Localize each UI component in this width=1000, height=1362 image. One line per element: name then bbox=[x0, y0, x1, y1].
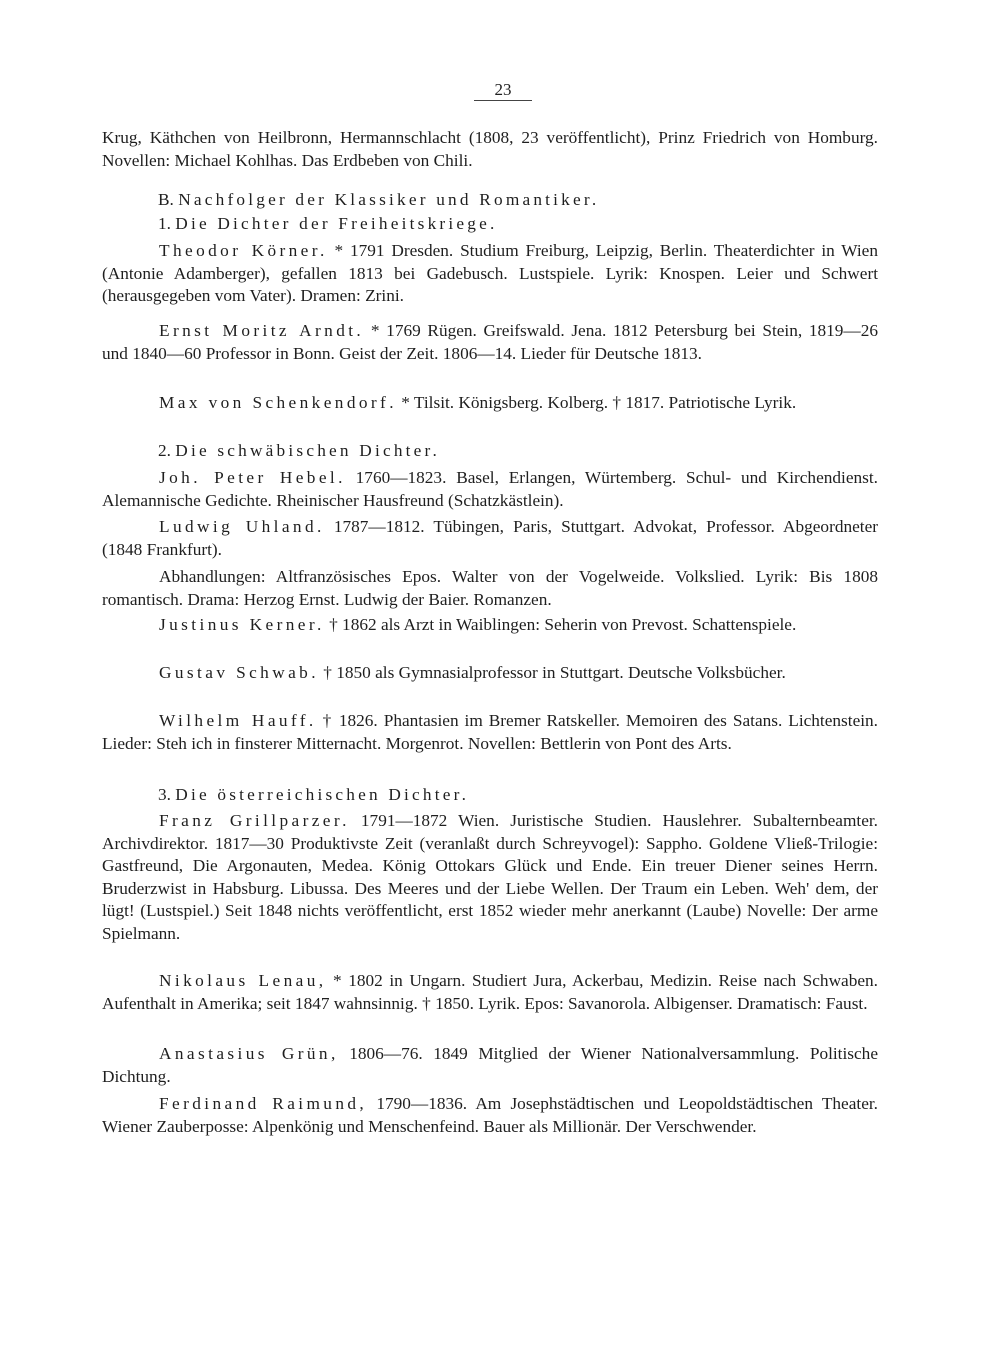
section-letter: B. bbox=[158, 190, 174, 209]
entry-text: 1790—1836. Am Josephstädtischen und Leopoldstädtischen Theater. Wiener Zauberposse: Alpenkönig und Menschenfeind. Bauer als Millionär. Der Verschwender. bbox=[102, 1094, 878, 1136]
entry-uhland-works bbox=[102, 566, 878, 611]
author-name: Ludwig Uhland. bbox=[159, 517, 325, 536]
entry-text: 1791—1872 Wien. Juristische Studien. Hauslehrer. Subalternbeamter. Archivdirektor. 1817—30 Produktivste Zeit (veranlaßt durch Schreyvogel): Sappho. Goldene Vließ-Trilogie: Gastfreund, Die Argonauten, Medea. König Ottokars Glück und Ende. Ein treuer Diener seines Herrn. Bruderzwist in Habsburg. Libussa. Des Meeres und der Liebe Wellen. Der Traum ein Leben. Weh' dem, der lügt! (Lustspiel.) Seit 1848 nichts veröffentlicht, erst 1852 wieder mehr anerkannt (Laube) Novelle: Der arme Spielmann. bbox=[102, 811, 878, 943]
entry-text: * Tilsit. Königsberg. Kolberg. † 1817. Patriotische Lyrik. bbox=[401, 393, 797, 412]
subsection-heading-1 bbox=[158, 213, 497, 236]
entry-grillparzer bbox=[102, 810, 878, 945]
entry-text: 1760—1823. Basel, Erlangen, Würtemberg. Schul- und Kirchendienst. Alemannische Gedichte. Rheinischer Hausfreund (Schatzkästlein). bbox=[102, 468, 878, 510]
section-title: Nachfolger der Klassiker und Romantiker. bbox=[178, 190, 600, 209]
entry-text: Abhandlungen: Altfranzösisches Epos. Walter von der Vogelweide. Volkslied. Lyrik: Bis 1808 romantisch. Drama: Herzog Ernst. Ludwig der Baier. Romanzen. bbox=[102, 567, 878, 609]
subsection-number: 1. bbox=[158, 214, 171, 233]
section-heading-b bbox=[158, 189, 599, 212]
subsection-heading-2 bbox=[158, 440, 440, 463]
subsection-number: 2. bbox=[158, 441, 171, 460]
entry-arndt bbox=[102, 320, 878, 365]
author-name: Wilhelm Hauff. bbox=[159, 711, 317, 730]
entry-text: † 1862 als Arzt in Waiblingen: Seherin von Prevost. Schattenspiele. bbox=[329, 615, 797, 634]
author-name: Joh. Peter Hebel. bbox=[159, 468, 346, 487]
author-name: Gustav Schwab. bbox=[159, 663, 319, 682]
entry-text: * 1769 Rügen. Greifswald. Jena. 1812 Petersburg bei Stein, 1819—26 und 1840—60 Professor in Bonn. Geist der Zeit. 1806—14. Lieder für Deutsche 1813. bbox=[102, 321, 878, 363]
entry-text: * 1802 in Ungarn. Studiert Jura, Ackerbau, Medizin. Reise nach Schwaben. Aufenthalt in Amerika; seit 1847 wahnsinnig. † 1850. Lyrik. Epos: Savanorola. Albigenser. Dramatisch: Faust. bbox=[102, 971, 878, 1013]
entry-raimund bbox=[102, 1093, 878, 1138]
page-number: 23 bbox=[474, 80, 532, 101]
entry-schwab bbox=[102, 662, 878, 685]
author-name: Justinus Kerner. bbox=[159, 615, 325, 634]
entry-text: * 1791 Dresden. Studium Freiburg, Leipzig, Berlin. Theaterdichter in Wien (Antonie Adamberger), gefallen 1813 bei Gadebusch. Lustspiele. Lyrik: Knospen. Leier und Schwert (herausgegeben vom Vater). Dramen: Zrini. bbox=[102, 241, 878, 305]
entry-text: † 1850 als Gymnasialprofessor in Stuttgart. Deutsche Volksbücher. bbox=[323, 663, 786, 682]
subsection-title: Die österreichischen Dichter. bbox=[175, 785, 470, 804]
entry-schenkendorf bbox=[102, 392, 878, 415]
subsection-title: Die Dichter der Freiheitskriege. bbox=[175, 214, 498, 233]
author-name: Franz Grillparzer. bbox=[159, 811, 350, 830]
entry-koerner bbox=[102, 240, 878, 308]
author-name: Anastasius Grün, bbox=[159, 1044, 339, 1063]
entry-text: 1806—76. 1849 Mitglied der Wiener Nationalversammlung. Politische Dichtung. bbox=[102, 1044, 878, 1086]
entry-hauff bbox=[102, 710, 878, 755]
subsection-title: Die schwäbischen Dichter. bbox=[175, 441, 441, 460]
entry-hebel bbox=[102, 467, 878, 512]
entry-text: † 1826. Phantasien im Bremer Ratskeller. Memoiren des Satans. Lichtenstein. Lieder: Steh ich in finsterer Mitternacht. Morgenrot. Novellen: Bettlerin von Pont des Arts. bbox=[102, 711, 878, 753]
intro-text: Krug, Käthchen von Heilbronn, Hermannschlacht (1808, 23 veröffentlicht), Prinz Friedrich von Homburg. Novellen: Michael Kohlhas. Das Erdbeben von Chili. bbox=[102, 128, 878, 170]
author-name: Ernst Moritz Arndt. bbox=[159, 321, 365, 340]
author-name: Max von Schenkendorf. bbox=[159, 393, 397, 412]
intro-paragraph bbox=[102, 127, 878, 172]
author-name: Theodor Körner. bbox=[159, 241, 328, 260]
entry-gruen bbox=[102, 1043, 878, 1088]
entry-lenau bbox=[102, 970, 878, 1015]
author-name: Ferdinand Raimund, bbox=[159, 1094, 368, 1113]
subsection-number: 3. bbox=[158, 785, 171, 804]
subsection-heading-3 bbox=[158, 784, 469, 807]
entry-kerner bbox=[102, 614, 878, 637]
entry-uhland bbox=[102, 516, 878, 561]
entry-text: 1787—1812. Tübingen, Paris, Stuttgart. Advokat, Professor. Abgeordneter (1848 Frankfurt). bbox=[102, 517, 879, 559]
author-name: Nikolaus Lenau, bbox=[159, 971, 327, 990]
